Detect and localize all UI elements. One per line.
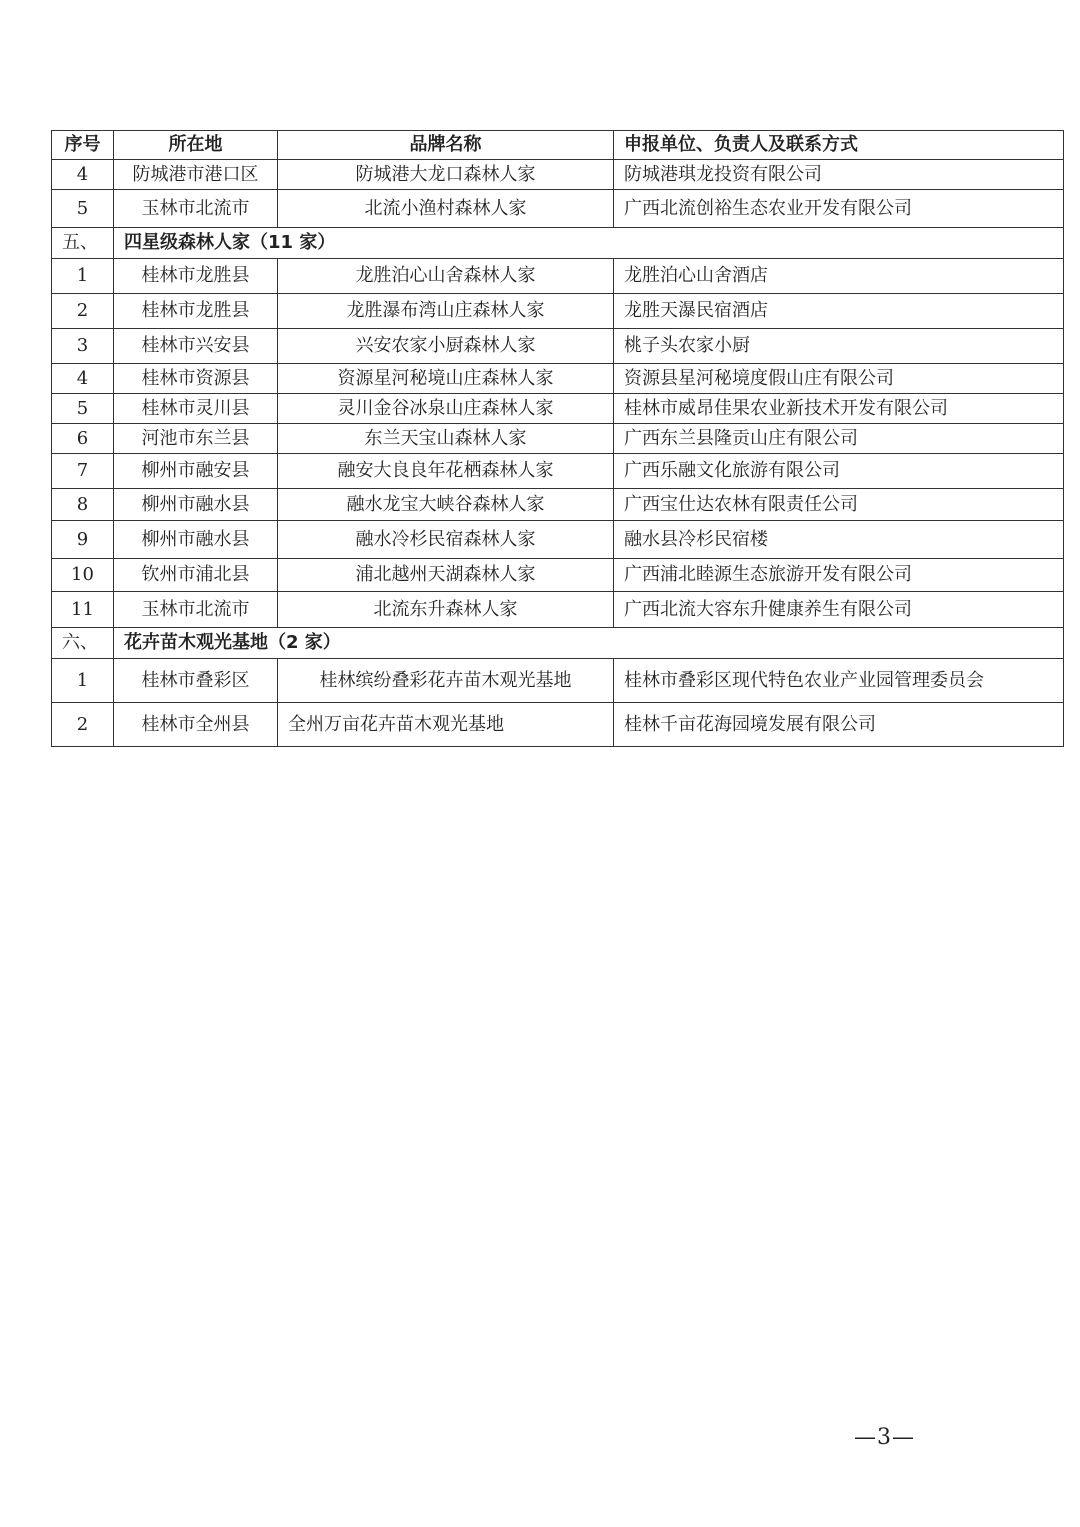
table-row xyxy=(52,659,1064,703)
cell-brand: 防城港大龙口森林人家 xyxy=(278,160,614,190)
cell-unit: 桂林千亩花海园境发展有限公司 xyxy=(614,703,1064,747)
section-number: 六、 xyxy=(52,628,114,659)
header-brand: 品牌名称 xyxy=(278,131,614,160)
cell-unit: 防城港琪龙投资有限公司 xyxy=(614,160,1064,190)
cell-no: 5 xyxy=(52,190,114,228)
cell-brand: 北流小渔村森林人家 xyxy=(278,190,614,228)
cell-no: 7 xyxy=(52,454,114,489)
cell-location: 玉林市北流市 xyxy=(114,592,278,628)
forest-household-table xyxy=(51,130,1064,747)
page-number: —3— xyxy=(854,1425,915,1450)
cell-no: 6 xyxy=(52,424,114,454)
cell-location: 桂林市兴安县 xyxy=(114,329,278,364)
cell-brand: 东兰天宝山森林人家 xyxy=(278,424,614,454)
cell-no: 3 xyxy=(52,329,114,364)
cell-brand: 龙胜泊心山舍森林人家 xyxy=(278,259,614,294)
cell-location: 桂林市灵川县 xyxy=(114,394,278,424)
cell-brand: 龙胜瀑布湾山庄森林人家 xyxy=(278,294,614,329)
table-row xyxy=(52,160,1064,190)
cell-unit: 龙胜泊心山舍酒店 xyxy=(614,259,1064,294)
section-title: 花卉苗木观光基地（2 家） xyxy=(114,628,1064,659)
table-row xyxy=(52,364,1064,394)
cell-brand: 浦北越州天湖森林人家 xyxy=(278,559,614,592)
cell-no: 10 xyxy=(52,559,114,592)
table-row xyxy=(52,592,1064,628)
cell-location: 桂林市资源县 xyxy=(114,364,278,394)
table-row xyxy=(52,424,1064,454)
cell-location: 桂林市全州县 xyxy=(114,703,278,747)
cell-no: 11 xyxy=(52,592,114,628)
section-title: 四星级森林人家（11 家） xyxy=(114,228,1064,259)
header-unit: 申报单位、负责人及联系方式 xyxy=(614,131,1064,160)
cell-location: 柳州市融水县 xyxy=(114,489,278,521)
cell-unit: 广西浦北睦源生态旅游开发有限公司 xyxy=(614,559,1064,592)
header-location: 所在地 xyxy=(114,131,278,160)
cell-unit: 广西北流创裕生态农业开发有限公司 xyxy=(614,190,1064,228)
table-row xyxy=(52,190,1064,228)
table-row xyxy=(52,394,1064,424)
table-row xyxy=(52,489,1064,521)
cell-unit: 资源县星河秘境度假山庄有限公司 xyxy=(614,364,1064,394)
table-row xyxy=(52,454,1064,489)
cell-unit: 桂林市叠彩区现代特色农业产业园管理委员会 xyxy=(614,659,1064,703)
cell-location: 玉林市北流市 xyxy=(114,190,278,228)
cell-brand: 资源星河秘境山庄森林人家 xyxy=(278,364,614,394)
cell-unit: 龙胜天瀑民宿酒店 xyxy=(614,294,1064,329)
section-row-five xyxy=(52,228,1064,259)
table-row xyxy=(52,703,1064,747)
cell-brand: 兴安农家小厨森林人家 xyxy=(278,329,614,364)
cell-location: 柳州市融水县 xyxy=(114,521,278,559)
cell-unit: 融水县冷杉民宿楼 xyxy=(614,521,1064,559)
cell-location: 柳州市融安县 xyxy=(114,454,278,489)
section-row-six xyxy=(52,628,1064,659)
cell-no: 1 xyxy=(52,259,114,294)
cell-no: 2 xyxy=(52,294,114,329)
cell-unit: 广西宝仕达农林有限责任公司 xyxy=(614,489,1064,521)
cell-unit: 广西东兰县隆贡山庄有限公司 xyxy=(614,424,1064,454)
cell-location: 桂林市龙胜县 xyxy=(114,259,278,294)
table-row xyxy=(52,521,1064,559)
cell-location: 防城港市港口区 xyxy=(114,160,278,190)
cell-brand: 北流东升森林人家 xyxy=(278,592,614,628)
cell-brand: 融水冷杉民宿森林人家 xyxy=(278,521,614,559)
header-no: 序号 xyxy=(52,131,114,160)
table-header-row xyxy=(52,131,1064,160)
cell-location: 钦州市浦北县 xyxy=(114,559,278,592)
table-row xyxy=(52,294,1064,329)
cell-brand: 融水龙宝大峡谷森林人家 xyxy=(278,489,614,521)
cell-no: 2 xyxy=(52,703,114,747)
cell-unit: 桂林市威昂佳果农业新技术开发有限公司 xyxy=(614,394,1064,424)
cell-unit: 桃子头农家小厨 xyxy=(614,329,1064,364)
cell-no: 1 xyxy=(52,659,114,703)
table-row xyxy=(52,559,1064,592)
cell-location: 桂林市龙胜县 xyxy=(114,294,278,329)
cell-unit: 广西北流大容东升健康养生有限公司 xyxy=(614,592,1064,628)
cell-no: 5 xyxy=(52,394,114,424)
cell-brand: 桂林缤纷叠彩花卉苗木观光基地 xyxy=(278,659,614,703)
cell-location: 河池市东兰县 xyxy=(114,424,278,454)
cell-no: 4 xyxy=(52,160,114,190)
cell-no: 8 xyxy=(52,489,114,521)
cell-brand: 全州万亩花卉苗木观光基地 xyxy=(278,703,614,747)
cell-no: 4 xyxy=(52,364,114,394)
section-number: 五、 xyxy=(52,228,114,259)
table-row xyxy=(52,259,1064,294)
table-row xyxy=(52,329,1064,364)
cell-no: 9 xyxy=(52,521,114,559)
cell-location: 桂林市叠彩区 xyxy=(114,659,278,703)
cell-brand: 灵川金谷冰泉山庄森林人家 xyxy=(278,394,614,424)
cell-brand: 融安大良良年花栖森林人家 xyxy=(278,454,614,489)
cell-unit: 广西乐融文化旅游有限公司 xyxy=(614,454,1064,489)
